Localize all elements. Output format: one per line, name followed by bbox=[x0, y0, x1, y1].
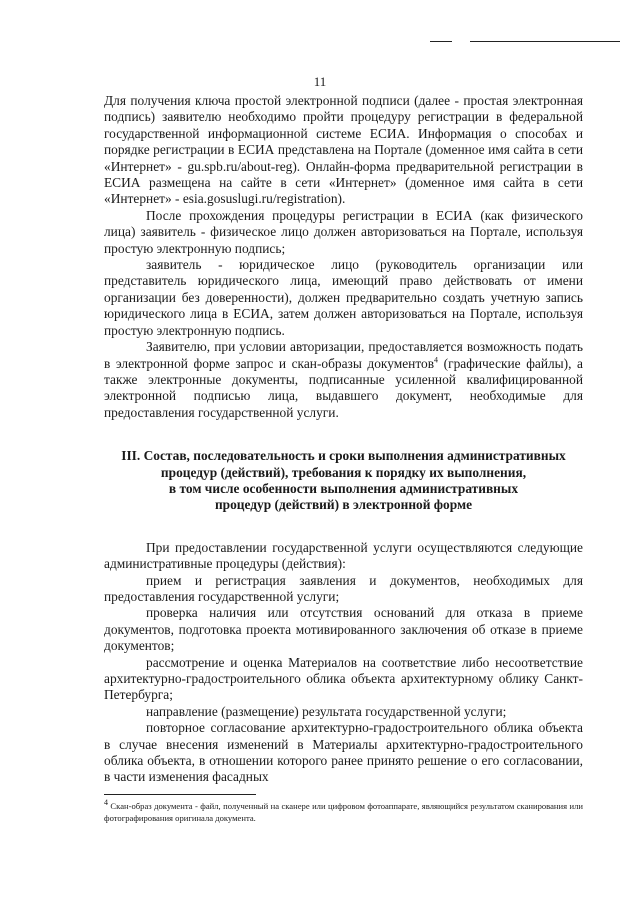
paragraph-individual-authorization: После прохождения процедуры регистрации в ЕСИА (как физического лица) заявитель - физическое лицо должен авторизоваться на Портале, используя простую электронную подпись; bbox=[104, 207, 583, 256]
header-rule-long bbox=[470, 41, 620, 42]
paragraph-electronic-submission bbox=[104, 339, 583, 421]
footnote bbox=[104, 800, 583, 824]
section-heading-line-4: процедур (действий) в электронной форме bbox=[214, 497, 473, 513]
footnote-reference: 4 bbox=[434, 355, 439, 365]
list-item-procedure-result: направление (размещение) результата государственной услуги; bbox=[146, 703, 507, 719]
paragraph-esia-registration: Для получения ключа простой электронной подписи (далее - простая электронная подпись) заявителю необходимо пройти процедуру регистрации в федеральной государственной информационной системе ЕСИА. Информация о способах и порядке регистрации в ЕСИА представлена на Портале (доменное имя сайта в сети «Интернет» - gu.spb.ru/about-reg). Онлайн-форма предварительной регистрации в ЕСИА размещена на сайте в сети «Интернет» (доменное имя сайта в сети «Интернет» - esia.gosuslugi.ru/registration). bbox=[104, 93, 583, 207]
page-number: 11 bbox=[313, 74, 327, 89]
list-item-procedure-reception: прием и регистрация заявления и документов, необходимых для предоставления государственной услуги; bbox=[104, 572, 583, 604]
footnote-mark: 4 bbox=[104, 798, 108, 808]
list-item-procedure-review: рассмотрение и оценка Материалов на соответствие либо несоответствие архитектурно-градостроительного облика объекта архитектурному облику Санкт-Петербурга; bbox=[104, 654, 583, 703]
section-heading-line-2: процедур (действий), требования к порядку их выполнения, bbox=[160, 464, 527, 480]
paragraph-legal-entity-authorization: заявитель - юридическое лицо (руководитель организации или представитель юридического лица, имеющий право действовать от имени организации без доверенности), должен предварительно создать учетную запись юридического лица в ЕСИА, затем должен авторизоваться на Портале, используя простую электронную подпись. bbox=[104, 257, 583, 338]
footnote-text: Скан-образ документа - файл, полученный на сканере или цифровом фотоаппарате, являющийся результатом сканирования или фотографирования оригинала документа. bbox=[104, 801, 583, 823]
section-heading-line-3: в том числе особенности выполнения административных bbox=[168, 480, 519, 496]
header-rule-short bbox=[430, 41, 452, 42]
list-item-procedure-verification: проверка наличия или отсутствия оснований для отказа в приеме документов, подготовка проекта мотивированного заключения об отказе в приеме документов; bbox=[104, 605, 583, 654]
section-heading bbox=[104, 448, 583, 514]
paragraph-text-before-footnote: Заявителю, при условии авторизации, предоставляется возможность подать в электронной форме запрос и скан-образы документов bbox=[104, 339, 583, 371]
paragraph-procedures-intro: При предоставлении государственной услуги осуществляются следующие административные процедуры (действия): bbox=[104, 539, 583, 572]
section-heading-line-1: III. Состав, последовательность и сроки выполнения административных bbox=[121, 448, 566, 464]
paragraph-text-after-footnote: (графические файлы), а также электронные документы, подписанные усиленной квалифицированной электронной подписью лица, выдавшего документ, необходимые для предоставления государственной услуги. bbox=[104, 355, 583, 420]
footnote-separator bbox=[104, 794, 256, 795]
list-item-procedure-reapproval: повторное согласование архитектурно-градостроительного облика объекта в случае внесения изменений в Материалы архитектурно-градостроительного облика объекта, в отношении которого ранее принято решение о его согласовании, в части изменения фасадных bbox=[104, 720, 583, 785]
document-body bbox=[104, 93, 583, 786]
